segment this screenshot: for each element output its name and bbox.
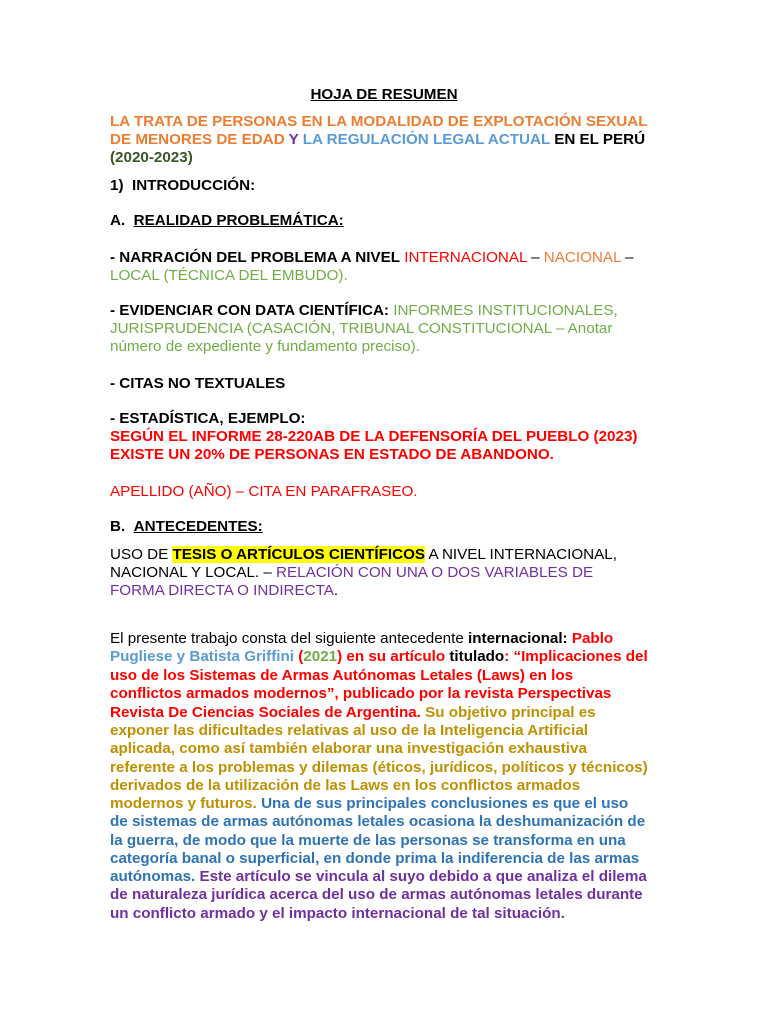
- evidenciar-text: INFORMES INSTITUCIONALES,: [393, 302, 618, 319]
- section-label: INTRODUCCIÓN:: [131, 177, 256, 194]
- uso-text: NACIONAL Y LOCAL. –: [110, 564, 272, 581]
- narracion-lead: - NARRACIÓN DEL PROBLEMA A NIVEL: [110, 249, 400, 266]
- paragraph-text: Una de sus principales conclusiones es que el uso: [261, 795, 629, 812]
- paragraph-internacional: internacional:: [468, 630, 568, 647]
- narracion-dash: –: [625, 249, 634, 266]
- thesis-line-2: [110, 131, 645, 149]
- section-heading-introduccion: [110, 177, 255, 195]
- evidenciar-line-3: número de expediente y fundamento preciso).: [110, 338, 420, 355]
- thesis-line-3: (2020-2023): [110, 149, 193, 166]
- section-heading-antecedentes: [110, 518, 263, 536]
- narracion-line-1: [110, 249, 634, 267]
- thesis-segment: DE MENORES DE EDAD: [110, 131, 285, 148]
- paragraph-line: un conflicto armado y el impacto internacional de tal situación.: [110, 905, 565, 922]
- section-label: REALIDAD PROBLEMÁTICA:: [133, 212, 344, 229]
- uso-text: A NIVEL INTERNACIONAL,: [428, 546, 617, 563]
- paragraph-text: Este artículo se vincula al suyo debido a que analiza el dilema: [199, 868, 647, 885]
- paragraph-line: [110, 648, 648, 666]
- paragraph-author: Pablo: [571, 630, 614, 647]
- paragraph-line: la guerra, de modo que la muerte de las personas se transforma en una: [110, 832, 626, 849]
- uso-line-3: [110, 582, 338, 600]
- paragraph-line: exponer las dificultades relativas al uso de la Inteligencia Artificial: [110, 722, 589, 739]
- uso-relacion: RELACIÓN CON UNA O DOS VARIABLES DE: [276, 564, 594, 581]
- estadistica-line-3: EXISTE UN 20% DE PERSONAS EN ESTADO DE ABANDONO.: [110, 446, 554, 463]
- paragraph-line: de naturaleza jurídica acerca del uso de armas autónomas letales durante: [110, 886, 643, 903]
- paragraph-text: Revista De Ciencias Sociales de Argentina.: [110, 704, 421, 721]
- citas-heading: - CITAS NO TEXTUALES: [110, 375, 286, 392]
- evidenciar-line-1: [110, 302, 618, 320]
- paragraph-line: referente a los problemas y dilemas (éticos, jurídicos, políticos y técnicos): [110, 759, 648, 776]
- narracion-dash: –: [531, 249, 540, 266]
- paragraph-line: [110, 868, 647, 886]
- paragraph-line: derivados de la utilización de las Laws en los conflictos armados: [110, 777, 581, 794]
- paragraph-text: autónomas.: [110, 868, 196, 885]
- paragraph-text: ) en su artículo: [337, 648, 446, 665]
- section-heading-realidad: [110, 212, 344, 230]
- paragraph-line: [110, 630, 613, 648]
- narracion-nacional: NACIONAL: [543, 249, 621, 266]
- paragraph-line: categoría banal o superficial, en donde prima la indiferencia de las armas: [110, 850, 640, 867]
- paragraph-text: : “Implicaciones del: [504, 648, 648, 665]
- paragraph-text: Su objetivo principal es: [425, 704, 596, 721]
- uso-highlight: TESIS O ARTÍCULOS CIENTÍFICOS: [172, 546, 426, 563]
- narracion-internacional: INTERNACIONAL: [404, 249, 527, 266]
- paragraph-author: Pugliese y Batista Griffini: [110, 648, 294, 665]
- uso-text: .: [333, 582, 339, 599]
- paragraph-line: aplicada, como así también elaborar una investigación exhaustiva: [110, 740, 587, 757]
- paragraph-line: [110, 704, 596, 722]
- estadistica-heading: - ESTADÍSTICA, EJEMPLO:: [110, 410, 306, 427]
- paragraph-line: uso de los Sistemas de Armas Autónomas Letales (Laws) en los: [110, 667, 574, 684]
- thesis-segment: Y: [288, 131, 299, 148]
- estadistica-line-2: SEGÚN EL INFORME 28-220AB DE LA DEFENSORÍA DEL PUEBLO (2023): [110, 428, 638, 445]
- paragraph-line: [110, 795, 628, 813]
- thesis-segment: LA REGULACIÓN LEGAL ACTUAL: [302, 131, 550, 148]
- thesis-segment: EN EL PERÚ: [554, 131, 646, 148]
- paragraph-year: 2021: [303, 648, 338, 665]
- paragraph-text: (: [298, 648, 304, 665]
- paragraph-line: de sistemas de armas autónomas letales ocasiona la deshumanización de: [110, 813, 646, 830]
- paragraph-text: El presente trabajo consta del siguiente antecedente: [110, 630, 464, 647]
- paragraph-titulado: titulado: [449, 648, 505, 665]
- section-number: A.: [110, 212, 126, 229]
- uso-line-1: [110, 546, 617, 564]
- narracion-line-2: LOCAL (TÉCNICA DEL EMBUDO).: [110, 267, 348, 284]
- thesis-line-1: LA TRATA DE PERSONAS EN LA MODALIDAD DE EXPLOTACIÓN SEXUAL: [110, 113, 648, 130]
- evidenciar-line-2: JURISPRUDENCIA (CASACIÓN, TRIBUNAL CONSTITUCIONAL – Anotar: [110, 320, 613, 337]
- section-label: ANTECEDENTES:: [133, 518, 263, 535]
- uso-text: USO DE: [110, 546, 169, 563]
- page-title: HOJA DE RESUMEN: [310, 86, 458, 103]
- paragraph-text: modernos y futuros.: [110, 795, 257, 812]
- uso-line-2: [110, 564, 593, 582]
- section-number: 1): [110, 177, 124, 194]
- evidenciar-lead: - EVIDENCIAR CON DATA CIENTÍFICA:: [110, 302, 389, 319]
- apellido-note: APELLIDO (AÑO) – CITA EN PARAFRASEO.: [110, 483, 418, 500]
- section-number: B.: [110, 518, 126, 535]
- paragraph-line: conflictos armados modernos”, publicado por la revista Perspectivas: [110, 685, 612, 702]
- uso-relacion: FORMA DIRECTA O INDIRECTA: [110, 582, 334, 599]
